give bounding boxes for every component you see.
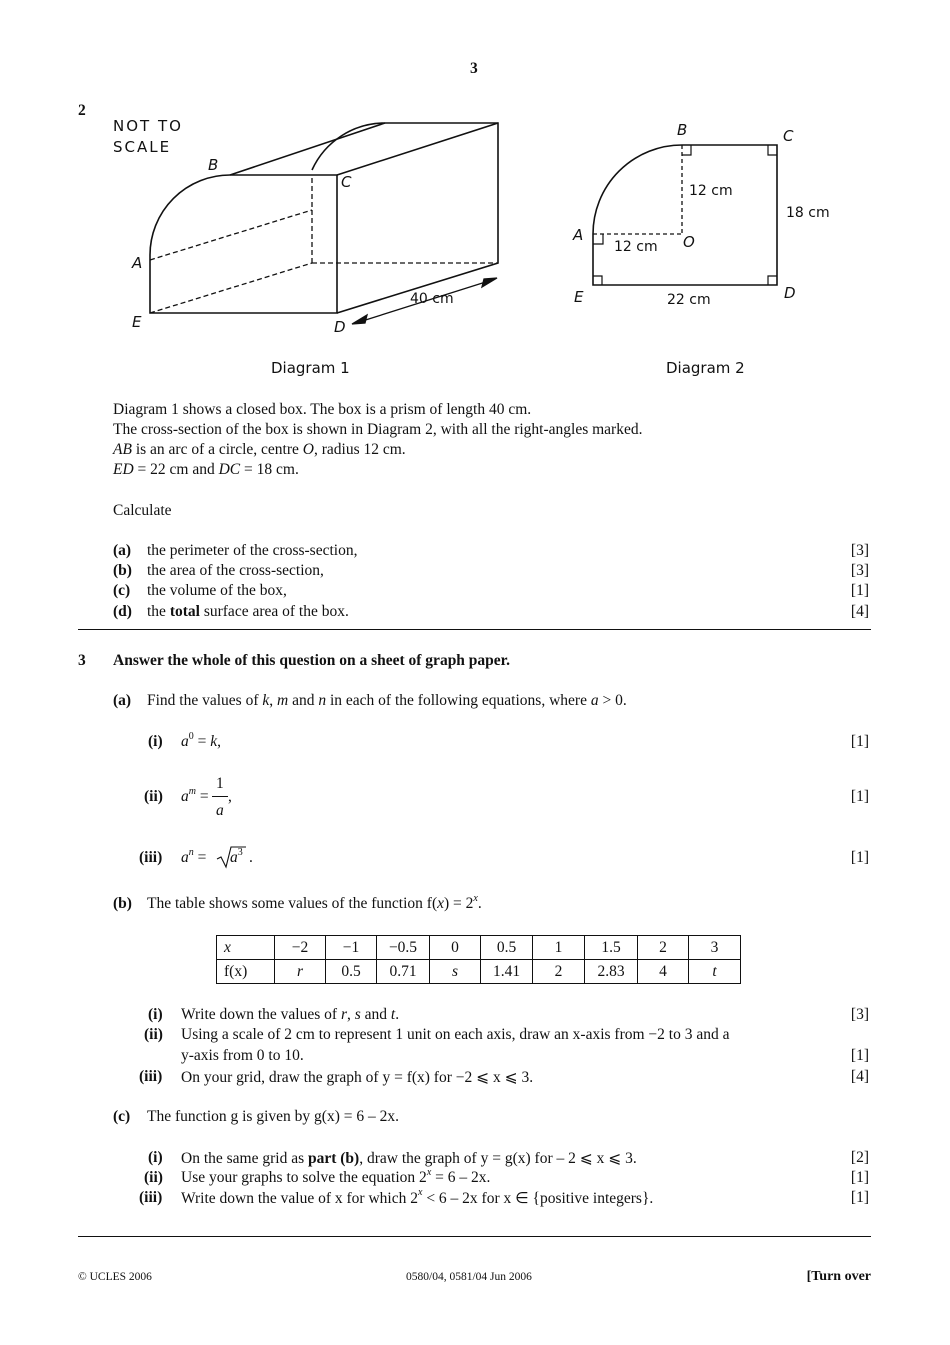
d2-horiz-radius: 12 cm [614,239,658,255]
q3c-iii-post: < 6 – 2x for x ∈ {positive integers}. [422,1190,654,1207]
fraction-numerator: 1 [216,775,224,792]
q3c-ii-label: (ii) [144,1169,163,1186]
diagram-2-caption: Diagram 2 [666,359,745,377]
table-cell: 2.83 [585,960,638,984]
q2-part-a-text: the perimeter of the cross-section, [147,542,358,559]
q3b-text-2: ) = 2 [444,895,474,912]
q3a-iii-label: (iii) [139,849,163,866]
q3b-i-pre: Write down the values of [181,1006,341,1023]
d1-length: 40 cm [410,291,454,307]
var-n: n [318,692,327,709]
q3a-iii-mark: [1] [850,849,869,866]
table-cell: 3 [689,936,741,960]
intro3-mid: is an arc of a circle, centre [131,441,303,458]
q3a-iii-radicand [230,849,243,867]
q3a-cond: > 0. [598,692,627,709]
table-cell: f(x) [217,960,275,984]
exp-m: m [188,786,196,797]
d1-label-b: B [208,156,219,174]
base-a: a [181,733,189,750]
q3c-iii-pre: Write down the value of x for which 2 [181,1190,418,1207]
q3c-label: (c) [113,1108,131,1125]
table-row [217,936,741,960]
q3b-ii-line1: Using a scale of 2 cm to represent 1 unit on each axis, draw an x-axis from −2 to 3 and a [181,1026,730,1043]
q3c-ii-mark: [1] [850,1169,869,1186]
table-cell: 1.5 [585,936,638,960]
fraction-bar [212,796,228,797]
q3a-i-label: (i) [148,733,163,750]
q2-part-d-text [147,603,349,621]
table-cell: −1 [326,936,377,960]
q3c-i-bold: part (b) [307,1150,360,1167]
exp-0: 0 [188,731,194,742]
q2-intro-line4 [113,461,299,479]
centre-o: O [302,441,314,458]
q3b-ii-mark: [1] [850,1047,869,1064]
q3c-text: The function g is given by g(x) = 6 – 2x. [147,1108,399,1125]
q2-intro-line3 [113,441,406,459]
q2-intro-line1: Diagram 1 shows a closed box. The box is a prism of length 40 cm. [113,401,532,418]
intro4-mid: = 22 cm and [133,461,219,478]
q3b-i-mark: [3] [850,1006,869,1023]
var-a: a [590,692,599,709]
exp-x: x [417,1187,423,1198]
var-x: x [437,895,445,912]
q3c-ii-pre: Use your graphs to solve the equation 2 [181,1169,427,1186]
q2-part-b-label: (b) [113,562,132,579]
part-d-bold: total [169,603,200,620]
d2-label-e: E [574,288,584,306]
base-a: a [181,849,189,866]
var-r: r [340,1006,347,1023]
question-3-number: 3 [78,652,86,669]
q3a-ii-label: (ii) [144,788,163,805]
not-to-scale-line1: NOT TO [113,117,183,135]
comma: , [217,733,222,750]
q2-intro-line2: The cross-section of the box is shown in Diagram 2, with all the right-angles marked. [113,421,643,438]
q2-part-a-label: (a) [113,542,132,559]
d2-side-length: 18 cm [786,205,830,221]
q3b-iii-text: On your grid, draw the graph of y = f(x) for −2 ⩽ x ⩽ 3. [181,1069,534,1086]
q3a-ii-mark: [1] [850,788,869,805]
q3a-post: in each of the following equations, where [326,692,591,709]
table-cell: x [217,936,275,960]
part-d-post: surface area of the box. [199,603,349,620]
q2-part-a-mark: [3] [850,542,869,559]
footer-copyright: © UCLES 2006 [78,1271,152,1283]
d1-label-e: E [132,313,142,331]
q3b-ii-label: (ii) [144,1026,163,1043]
d1-label-a: A [132,254,143,272]
divider-q2-q3 [78,629,871,630]
footer-turn-over: [Turn over [806,1269,871,1284]
diagram-2-cross-section [0,0,950,400]
table-cell: 0.71 [377,960,430,984]
table-cell: 0 [430,936,481,960]
d2-vert-radius: 12 cm [689,183,733,199]
q2-part-c-mark: [1] [850,582,869,599]
exp-n: n [188,847,194,858]
q2-part-d-label: (d) [113,603,132,620]
page-number: 3 [470,60,478,77]
d2-label-c: C [783,127,794,145]
q2-part-b-mark: [3] [850,562,869,579]
d1-label-c: C [341,173,352,191]
part-d-pre: the [147,603,170,620]
q3a-iii-end: . [249,849,253,866]
question-2-number: 2 [78,102,86,119]
q3b-end: . [477,895,482,912]
intro4-end: = 18 cm. [240,461,299,478]
q3c-ii-text [181,1169,490,1187]
table-cell: 0.5 [481,936,533,960]
table-cell: −2 [275,936,326,960]
footer-divider [78,1236,871,1237]
and: and [360,1006,391,1023]
d2-label-d: D [784,284,796,302]
table-row [217,960,741,984]
q3b-i-text [181,1006,399,1024]
table-cell: 1.41 [481,960,533,984]
arc-ab: AB [113,441,132,458]
comma: , [346,1006,355,1023]
q3b-text [147,895,482,913]
period: . [395,1006,400,1023]
d1-label-d: D [334,318,346,336]
footer-paper-code: 0580/04, 0581/04 Jun 2006 [406,1271,532,1283]
q2-part-b-text: the area of the cross-section, [147,562,324,579]
q3b-iii-label: (iii) [139,1068,163,1085]
table-cell: 2 [638,936,689,960]
q3a-i-mark: [1] [850,733,869,750]
q3a-ii-end: , [228,788,232,805]
q2-part-c-text: the volume of the box, [147,582,287,599]
table-cell: s [430,960,481,984]
equals: = [195,788,209,805]
table-cell: t [689,960,741,984]
q3b-iii-mark: [4] [850,1068,869,1085]
q3c-ii-post: = 6 – 2x. [431,1169,491,1186]
q3c-i-pre: On the same grid as [181,1150,308,1167]
q3c-iii-label: (iii) [139,1189,163,1206]
d2-label-b: B [677,121,688,139]
q3c-iii-text [181,1189,653,1208]
var-m: m [277,692,289,709]
q3a-text [147,692,627,710]
not-to-scale-line2: SCALE [113,138,172,156]
fraction-denominator: a [216,802,224,819]
d2-label-a: A [573,226,584,244]
var-k: k [210,733,218,750]
exp-x: x [426,1167,432,1178]
var-t: t [390,1006,396,1023]
q3-heading: Answer the whole of this question on a sheet of graph paper. [113,652,511,669]
equals: = [193,849,207,866]
table-cell: −0.5 [377,936,430,960]
q2-calculate: Calculate [113,502,172,519]
intro3-end: , radius 12 cm. [313,441,406,458]
q3a-comma: , [269,692,278,709]
side-ed: ED [113,461,134,478]
q3c-i-mark: [2] [850,1149,869,1166]
table-cell: 2 [533,960,585,984]
table-cell: 4 [638,960,689,984]
root-exp-3: 3 [237,847,243,858]
equals: = [193,733,211,750]
diagram-1-caption: Diagram 1 [271,359,350,377]
d2-base-length: 22 cm [667,292,711,308]
root-base-a: a [230,849,238,866]
q2-part-c-label: (c) [113,582,131,599]
function-table [216,935,741,984]
table-cell: 0.5 [326,960,377,984]
q3a-ii-lhs [181,788,209,806]
var-k: k [262,692,270,709]
q3b-label: (b) [113,895,132,912]
table-cell: r [275,960,326,984]
var-s: s [354,1006,361,1023]
side-dc: DC [218,461,241,478]
q3c-i-text [181,1149,637,1168]
q3a-and: and [288,692,319,709]
q3a-iii-lhs [181,849,206,867]
table-cell: 1 [533,936,585,960]
q3a-pre: Find the values of [147,692,263,709]
exp-x: x [473,893,478,904]
base-a: a [181,788,189,805]
q3c-iii-mark: [1] [850,1189,869,1206]
q3b-text-1: The table shows some values of the function f( [147,895,438,912]
q3a-i-equation [181,733,221,751]
d2-label-o: O [683,233,695,251]
q3b-i-label: (i) [148,1006,163,1023]
q3b-ii-line2: y-axis from 0 to 10. [181,1047,304,1064]
q2-part-d-mark: [4] [850,603,869,620]
q3c-i-label: (i) [148,1149,163,1166]
q3a-label: (a) [113,692,132,709]
q3c-i-post: , draw the graph of y = g(x) for – 2 ⩽ x ⩽ 3. [359,1150,637,1167]
